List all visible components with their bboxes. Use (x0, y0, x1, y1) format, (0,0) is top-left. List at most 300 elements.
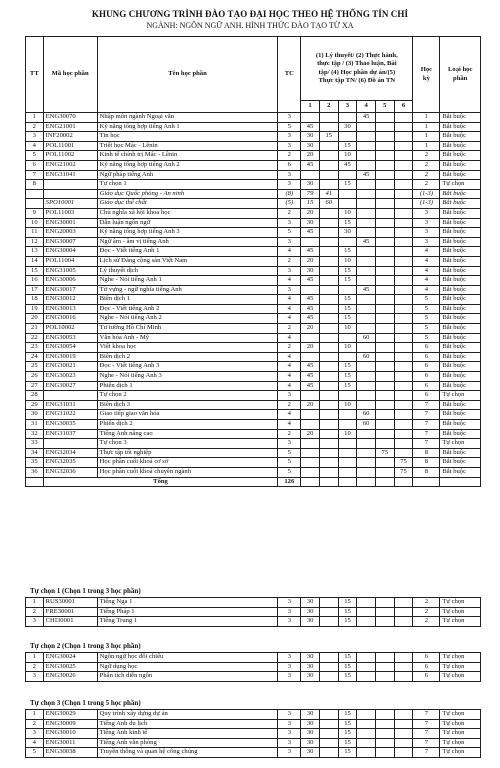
course-type-cell: Tự chọn (440, 617, 481, 627)
semester-cell: 2 (413, 160, 440, 170)
hours-practice-cell: 15 (319, 132, 338, 142)
credits-cell: 3 (278, 439, 301, 449)
hours-project-cell (357, 362, 376, 372)
hours-thesis-cell (394, 304, 413, 314)
hours-practice-cell (319, 218, 338, 228)
course-code-cell: ENG30029 (43, 710, 97, 720)
course-code-cell: ENG31037 (43, 429, 97, 439)
row-number-cell: 34 (26, 448, 44, 458)
hours-thesis-cell (394, 132, 413, 142)
total-empty-cell (394, 477, 413, 487)
course-code-cell: POL11004 (43, 256, 97, 266)
hours-thesis-cell (394, 719, 413, 729)
hours-theory-cell: 30 (301, 662, 320, 672)
course-name-cell: Nhập môn ngành Ngoại văn (97, 113, 278, 123)
header-course-code: Mã học phần (43, 37, 97, 113)
credits-cell: 4 (278, 362, 301, 372)
credits-cell: 4 (278, 352, 301, 362)
row-number-cell: 18 (26, 295, 44, 305)
row-number-cell: 3 (26, 617, 44, 627)
semester-cell: 6 (413, 381, 440, 391)
hours-practice-cell (319, 113, 338, 123)
row-number-cell: 25 (26, 362, 44, 372)
semester-cell: 7 (413, 420, 440, 430)
course-type-cell: Bắt buộc (440, 256, 481, 266)
hours-theory-cell (301, 448, 320, 458)
table-row (26, 429, 481, 439)
hours-practice-cell (319, 247, 338, 257)
course-type-cell: Bắt buộc (440, 362, 481, 372)
hours-practice-cell (319, 237, 338, 247)
row-number-cell: 2 (26, 662, 44, 672)
hours-discussion-cell: 15 (338, 266, 357, 276)
course-code-cell: ENG30012 (43, 295, 97, 305)
credits-cell: 3 (278, 662, 301, 672)
hours-internship-cell (375, 285, 394, 295)
hours-internship-cell (375, 237, 394, 247)
row-number-cell: 4 (26, 141, 44, 151)
course-name-cell: Lịch sử Đảng cộng sản Việt Nam (97, 256, 278, 266)
header-tt: TT (26, 37, 44, 113)
course-type-cell: Bắt buộc (440, 381, 481, 391)
hours-internship-cell (376, 653, 395, 663)
hours-internship-cell (375, 113, 394, 123)
hours-discussion-cell (338, 439, 357, 449)
hours-project-cell (357, 208, 376, 218)
hours-theory-cell (301, 170, 320, 180)
elective-1-body (26, 598, 481, 627)
semester-cell: 6 (413, 672, 440, 682)
course-name-cell: Nghe - Nói tiếng Anh 2 (97, 314, 278, 324)
course-code-cell: ENG31005 (43, 266, 97, 276)
hours-project-cell (357, 439, 376, 449)
hours-thesis-cell (394, 672, 413, 682)
hours-discussion-cell: 15 (338, 598, 357, 608)
course-code-cell: ENG30010 (43, 729, 97, 739)
hours-practice-cell (319, 141, 338, 151)
hours-practice-cell (319, 738, 338, 748)
hours-internship-cell (375, 304, 394, 314)
hours-thesis-cell (394, 276, 413, 286)
hours-discussion-cell: 45 (338, 160, 357, 170)
course-code-cell: ENG30004 (43, 247, 97, 257)
credits-cell: 5 (278, 467, 301, 477)
total-empty-cell (440, 477, 481, 487)
hours-project-cell (357, 314, 376, 324)
table-row (26, 467, 481, 477)
hours-project-cell (357, 448, 376, 458)
hours-internship-cell (375, 391, 394, 401)
table-row (26, 151, 481, 161)
hours-discussion-cell: 15 (338, 141, 357, 151)
semester-cell: 2 (413, 151, 440, 161)
hours-practice-cell (319, 304, 338, 314)
hours-theory-cell: 45 (301, 160, 320, 170)
table-row (26, 598, 481, 608)
hours-project-cell (357, 748, 376, 758)
credits-cell: 3 (278, 180, 301, 190)
course-name-cell: Kỹ năng tổng hợp tiếng Anh 1 (97, 122, 278, 132)
hours-thesis-cell (394, 199, 413, 209)
hours-thesis-cell: 75 (394, 467, 413, 477)
semester-cell: 6 (413, 362, 440, 372)
total-empty-cell (375, 477, 394, 487)
hours-project-cell (357, 122, 376, 132)
semester-cell: 7 (413, 719, 440, 729)
course-code-cell: ENG31031 (43, 400, 97, 410)
hours-internship-cell (375, 458, 394, 468)
hours-project-cell (357, 719, 376, 729)
row-number-cell: 33 (26, 439, 44, 449)
header-col-1: 1 (301, 101, 320, 113)
hours-practice-cell: 41 (319, 189, 338, 199)
table-row (26, 391, 481, 401)
credits-cell: 3 (278, 607, 301, 617)
course-name-cell: Tin học (97, 132, 278, 142)
table-row (26, 304, 481, 314)
hours-theory-cell (301, 352, 320, 362)
hours-thesis-cell (394, 247, 413, 257)
hours-project-cell (357, 372, 376, 382)
hours-practice-cell (319, 672, 338, 682)
course-code-cell: ENG30017 (43, 285, 97, 295)
hours-project-cell (357, 141, 376, 151)
hours-project-cell (357, 598, 376, 608)
hours-internship-cell (375, 266, 394, 276)
course-type-cell: Bắt buộc (440, 266, 481, 276)
credits-cell: 3 (278, 170, 301, 180)
semester-cell: 4 (413, 266, 440, 276)
hours-project-cell (357, 180, 376, 190)
hours-practice-cell (319, 362, 338, 372)
semester-cell: 7 (413, 729, 440, 739)
credits-cell: 2 (278, 208, 301, 218)
row-number-cell: 27 (26, 381, 44, 391)
hours-internship-cell (375, 170, 394, 180)
course-type-cell: Bắt buộc (440, 352, 481, 362)
table-row (26, 160, 481, 170)
credits-cell: 3 (278, 653, 301, 663)
course-code-cell: SPO10001 (43, 199, 97, 209)
table-row (26, 748, 481, 758)
hours-practice-cell (319, 719, 338, 729)
row-number-cell: 11 (26, 228, 44, 238)
course-name-cell: Chủ nghĩa xã hội khoa học (97, 208, 278, 218)
hours-theory-cell: 30 (301, 729, 320, 739)
hours-discussion-cell: 15 (338, 719, 357, 729)
course-type-cell: Bắt buộc (440, 199, 481, 209)
course-type-cell: Tự chọn (440, 710, 481, 720)
hours-theory-cell: 30 (301, 719, 320, 729)
row-number-cell: 15 (26, 266, 44, 276)
course-type-cell: Bắt buộc (440, 276, 481, 286)
hours-discussion-cell (338, 458, 357, 468)
hours-discussion-cell: 30 (338, 122, 357, 132)
course-name-cell: Ngữ âm - âm vị tiếng Anh (97, 237, 278, 247)
hours-discussion-cell (338, 420, 357, 430)
hours-project-cell (357, 199, 376, 209)
hours-thesis-cell (394, 333, 413, 343)
semester-cell: 6 (413, 352, 440, 362)
header-hours-line-3: tập/ (4) Học phần dự án/(5) (318, 68, 396, 76)
credits-cell: (5) (278, 199, 301, 209)
credits-cell: 4 (278, 410, 301, 420)
course-type-cell: Bắt buộc (440, 372, 481, 382)
course-code-cell: ENG30027 (43, 381, 97, 391)
course-type-cell: Bắt buộc (440, 113, 481, 123)
total-label: Tổng (43, 477, 278, 487)
hours-internship-cell (375, 410, 394, 420)
row-number-cell: 3 (26, 729, 44, 739)
hours-discussion-cell (338, 189, 357, 199)
course-type-cell: Bắt buộc (440, 122, 481, 132)
hours-theory-cell (301, 113, 320, 123)
hours-discussion-cell (338, 237, 357, 247)
course-type-cell: Bắt buộc (440, 141, 481, 151)
course-name-cell: Tự chọn 3 (97, 439, 278, 449)
credits-cell: 4 (278, 420, 301, 430)
hours-practice-cell (319, 256, 338, 266)
hours-theory-cell: 20 (301, 208, 320, 218)
semester-cell: 2 (413, 170, 440, 180)
hours-practice-cell (319, 295, 338, 305)
credits-cell: 4 (278, 304, 301, 314)
hours-theory-cell: 45 (301, 122, 320, 132)
header-col-5: 5 (375, 101, 394, 113)
semester-cell: 8 (413, 458, 440, 468)
course-name-cell: Giáo dục thể chất (97, 199, 278, 209)
course-code-cell: FRE30001 (43, 607, 97, 617)
hours-practice-cell (319, 710, 338, 720)
course-code-cell (43, 439, 97, 449)
hours-theory-cell (301, 410, 320, 420)
table-row (26, 333, 481, 343)
semester-cell: 5 (413, 324, 440, 334)
hours-practice-cell (319, 391, 338, 401)
hours-internship-cell (375, 228, 394, 238)
hours-theory-cell: 30 (301, 266, 320, 276)
credits-cell: 2 (278, 429, 301, 439)
course-name-cell: Thực tập tốt nghiệp (97, 448, 278, 458)
hours-project-cell (357, 256, 376, 266)
table-row (26, 653, 481, 663)
course-name-cell: Tiếng Trung 1 (97, 617, 278, 627)
hours-discussion-cell (338, 285, 357, 295)
course-type-cell: Bắt buộc (440, 189, 481, 199)
semester-cell: 8 (413, 467, 440, 477)
hours-practice-cell (319, 662, 338, 672)
course-type-cell: Bắt buộc (440, 170, 481, 180)
hours-thesis-cell (394, 208, 413, 218)
row-number-cell: 10 (26, 218, 44, 228)
table-row (26, 122, 481, 132)
row-number-cell: 1 (26, 113, 44, 123)
hours-theory-cell: 45 (301, 304, 320, 314)
course-name-cell: Viết khoa học (97, 343, 278, 353)
course-name-cell: Kỹ năng tổng hợp tiếng Anh 3 (97, 228, 278, 238)
course-code-cell: ENG31022 (43, 410, 97, 420)
total-empty-cell (301, 477, 320, 487)
row-number-cell: 5 (26, 151, 44, 161)
course-type-cell: Tự chọn (440, 653, 481, 663)
course-name-cell: Quy trình xây dựng dự án (97, 710, 278, 720)
elective-2-caption: Tự chọn 2 (Chọn 1 trong 3 học phần) (30, 642, 141, 650)
hours-internship-cell (375, 295, 394, 305)
hours-discussion-cell: 15 (338, 295, 357, 305)
hours-thesis-cell (394, 170, 413, 180)
row-number-cell: 5 (26, 748, 44, 758)
course-type-cell: Bắt buộc (440, 458, 481, 468)
course-code-cell: ENG30023 (43, 372, 97, 382)
course-type-cell: Bắt buộc (440, 448, 481, 458)
hours-practice-cell (319, 285, 338, 295)
course-code-cell: ENG30026 (43, 672, 97, 682)
semester-cell: 2 (413, 617, 440, 627)
main-table-body (26, 113, 481, 487)
document-title: KHUNG CHƯƠNG TRÌNH ĐÀO TẠO ĐẠI HỌC THEO HỆ THỐNG TÍN CHỈ (91, 9, 409, 19)
row-number-cell: 2 (26, 122, 44, 132)
semester-cell: 4 (413, 256, 440, 266)
hours-theory-cell: 30 (301, 218, 320, 228)
table-row (26, 343, 481, 353)
hours-internship-cell (375, 160, 394, 170)
credits-cell: 3 (278, 710, 301, 720)
course-code-cell: POL11001 (43, 141, 97, 151)
semester-cell: 3 (413, 208, 440, 218)
credits-cell: 4 (278, 295, 301, 305)
hours-thesis-cell (394, 362, 413, 372)
row-number-cell: 32 (26, 429, 44, 439)
credits-cell: 3 (278, 729, 301, 739)
hours-thesis-cell (394, 189, 413, 199)
hours-discussion-cell: 15 (338, 617, 357, 627)
hours-discussion-cell (338, 199, 357, 209)
course-type-cell: Bắt buộc (440, 314, 481, 324)
semester-cell: 2 (413, 598, 440, 608)
course-type-cell: Bắt buộc (440, 343, 481, 353)
hours-practice-cell (319, 467, 338, 477)
hours-internship-cell (376, 710, 395, 720)
course-name-cell: Phiên dịch 2 (97, 420, 278, 430)
hours-practice-cell (319, 729, 338, 739)
hours-internship-cell (375, 420, 394, 430)
row-number-cell: 14 (26, 256, 44, 266)
hours-discussion-cell: 15 (338, 180, 357, 190)
hours-theory-cell (301, 420, 320, 430)
hours-internship-cell (376, 729, 395, 739)
table-row (26, 352, 481, 362)
elective-2-table (25, 652, 481, 682)
row-number-cell: 3 (26, 672, 44, 682)
hours-project-cell (357, 304, 376, 314)
hours-internship-cell (375, 180, 394, 190)
table-row (26, 607, 481, 617)
hours-project-cell (357, 343, 376, 353)
course-code-cell: ENG30006 (43, 276, 97, 286)
semester-cell: 2 (413, 180, 440, 190)
course-name-cell: Đọc - Viết tiếng Anh 2 (97, 304, 278, 314)
hours-project-cell (357, 400, 376, 410)
hours-practice-cell (319, 607, 338, 617)
total-empty-cell (413, 477, 440, 487)
course-code-cell: ENG30001 (43, 218, 97, 228)
row-number-cell: 12 (26, 237, 44, 247)
hours-theory-cell (301, 467, 320, 477)
row-number-cell: 1 (26, 598, 44, 608)
hours-thesis-cell (394, 439, 413, 449)
hours-practice-cell (319, 352, 338, 362)
course-code-cell: ENG32035 (43, 458, 97, 468)
hours-internship-cell (375, 199, 394, 209)
semester-cell: 1 (413, 113, 440, 123)
course-type-cell: Bắt buộc (440, 247, 481, 257)
table-row (26, 285, 481, 295)
hours-theory-cell: 45 (301, 276, 320, 286)
table-row (26, 420, 481, 430)
course-name-cell: Biên dịch 3 (97, 400, 278, 410)
hours-internship-cell (376, 738, 395, 748)
header-col-2: 2 (319, 101, 338, 113)
header-credits: TC (278, 37, 301, 113)
course-code-cell: ENG30011 (43, 738, 97, 748)
hours-discussion-cell (338, 391, 357, 401)
credits-cell: 3 (278, 748, 301, 758)
semester-cell: 4 (413, 276, 440, 286)
course-code-cell: ENG30038 (43, 748, 97, 758)
total-empty-cell (338, 477, 357, 487)
credits-cell: 4 (278, 276, 301, 286)
hours-thesis-cell (394, 285, 413, 295)
semester-cell: 7 (413, 748, 440, 758)
hours-project-cell (357, 381, 376, 391)
hours-discussion-cell: 15 (338, 304, 357, 314)
row-number-cell: 7 (26, 170, 44, 180)
hours-practice-cell (319, 333, 338, 343)
hours-project-cell (357, 228, 376, 238)
hours-thesis-cell (394, 113, 413, 123)
semester-cell: 5 (413, 304, 440, 314)
course-name-cell: Ngữ dụng học (97, 662, 278, 672)
table-header-row (26, 37, 481, 101)
semester-cell: (1-3) (413, 199, 440, 209)
header-hours-line-1: (1) Lý thuyết/ (2) Thực hành, (315, 52, 398, 60)
hours-thesis-cell (394, 429, 413, 439)
hours-practice-cell (319, 420, 338, 430)
hours-practice-cell (319, 381, 338, 391)
hours-internship-cell (375, 343, 394, 353)
row-number-cell (26, 189, 44, 199)
course-code-cell: ENG32036 (43, 467, 97, 477)
credits-cell: 4 (278, 314, 301, 324)
semester-cell: 1 (413, 122, 440, 132)
hours-discussion-cell: 15 (338, 748, 357, 758)
semester-cell: 3 (413, 237, 440, 247)
course-code-cell: ENG32034 (43, 448, 97, 458)
hours-practice-cell (319, 324, 338, 334)
course-name-cell: Đọc - Viết tiếng Anh 3 (97, 362, 278, 372)
total-empty-cell (357, 477, 376, 487)
hours-internship-cell (375, 352, 394, 362)
hours-project-cell (357, 653, 376, 663)
hours-thesis-cell (394, 256, 413, 266)
hours-project-cell: 60 (357, 420, 376, 430)
course-name-cell: Tiếng Anh văn phòng (97, 738, 278, 748)
hours-theory-cell: 45 (301, 228, 320, 238)
course-type-cell: Bắt buộc (440, 160, 481, 170)
hours-practice-cell (319, 598, 338, 608)
semester-cell: 6 (413, 391, 440, 401)
course-type-cell: Bắt buộc (440, 208, 481, 218)
